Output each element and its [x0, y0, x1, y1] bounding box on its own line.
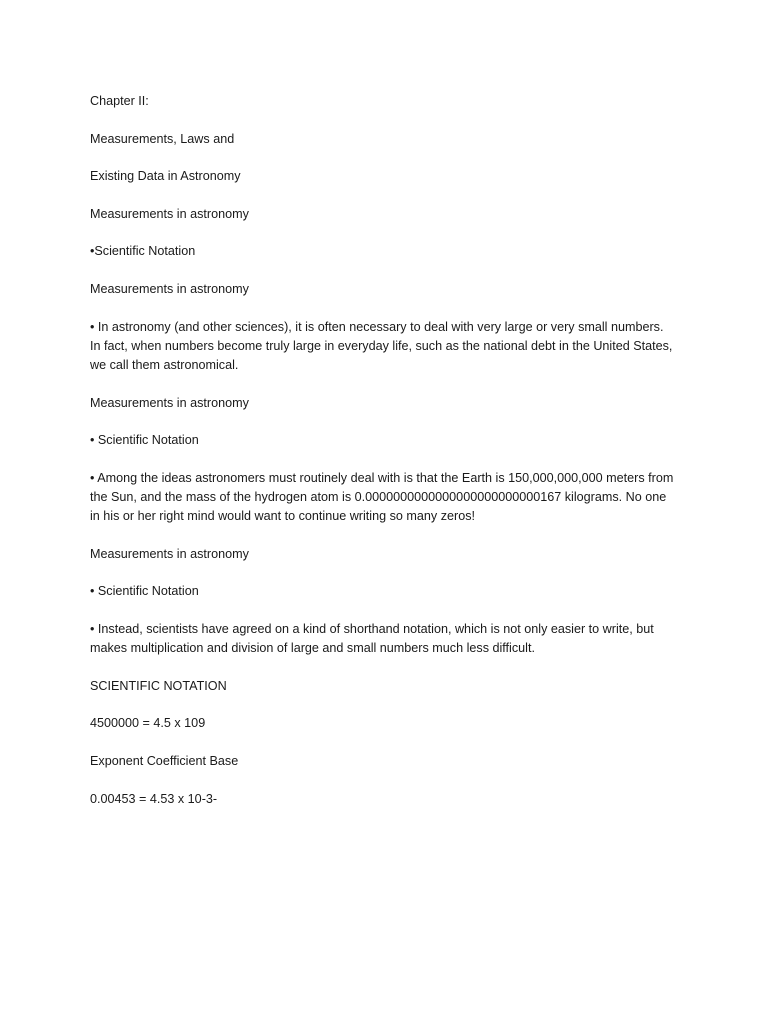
- document-body: [90, 92, 675, 827]
- bullet-item: •Scientific Notation: [90, 244, 196, 259]
- bullet-item: • Scientific Notation: [90, 433, 199, 448]
- chapter-heading: Chapter II:: [90, 94, 149, 108]
- section-heading: Measurements in astronomy: [90, 395, 249, 410]
- chapter-title-line-1: Measurements, Laws and: [90, 131, 235, 146]
- chapter-title-line-2: Existing Data in Astronomy: [90, 169, 241, 184]
- notation-example: 0.00453 = 4.53 x 10-3-: [90, 791, 218, 806]
- section-heading: Measurements in astronomy: [90, 206, 249, 221]
- section-heading: Measurements in astronomy: [90, 281, 249, 296]
- bullet-paragraph: • In astronomy (and other sciences), it is often necessary to deal with very large or very small numbers. In fact, when numbers become truly large in everyday life, such as the national debt in the United States, we call them astronomical.: [90, 319, 673, 372]
- bullet-paragraph: • Among the ideas astronomers must routinely deal with is that the Earth is 150,000,000,000 meters from the Sun, and the mass of the hydrogen atom is 0.0000000000000000000000000167 kilograms. No one in his or her right mind would want to continue writing so many zeros!: [90, 470, 674, 524]
- bullet-item: • Scientific Notation: [90, 584, 199, 599]
- notation-example: 4500000 = 4.5 x 109: [90, 716, 206, 731]
- notation-parts-label: Exponent Coefficient Base: [90, 753, 239, 768]
- bullet-paragraph: • Instead, scientists have agreed on a kind of shorthand notation, which is not only easier to write, but makes multiplication and division of large and small numbers much less difficult.: [90, 621, 654, 656]
- notation-heading: SCIENTIFIC NOTATION: [90, 678, 227, 693]
- section-heading: Measurements in astronomy: [90, 546, 249, 561]
